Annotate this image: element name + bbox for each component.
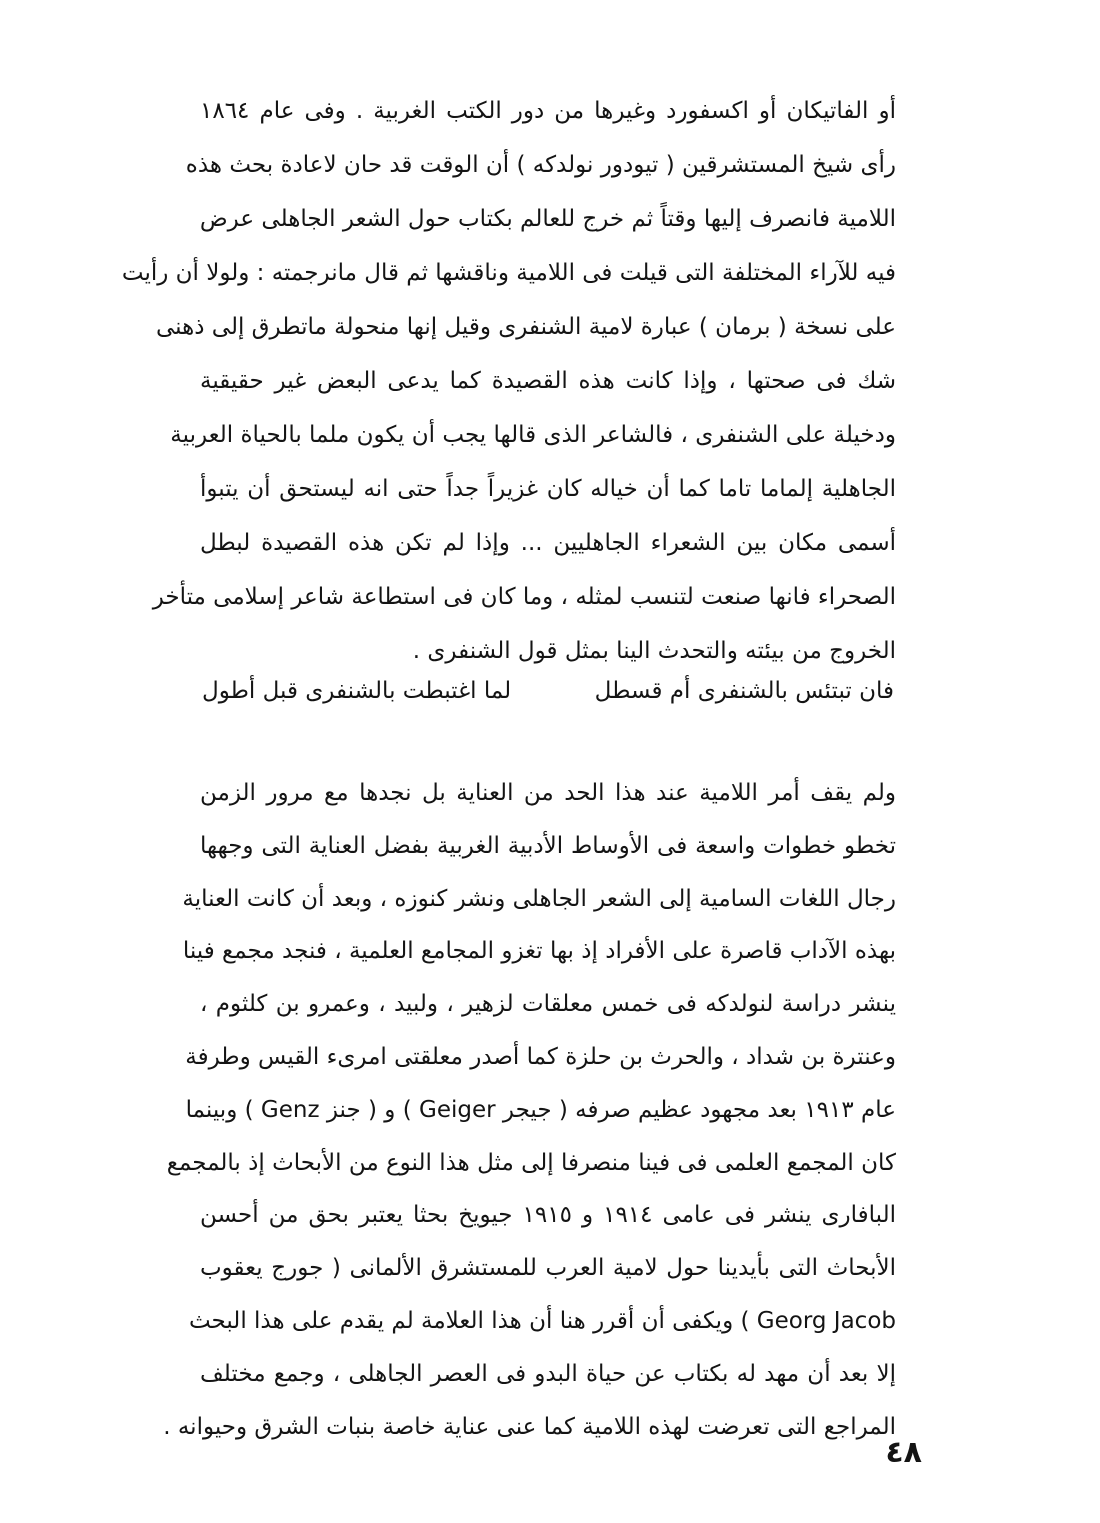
text-line: كان المجمع العلمى فى فينا منصرفا إلى مثل هذا النوع من الأبحاث إذ بالمجمع	[166, 1149, 896, 1176]
text-line: الجاهلية إلماما تاما كما أن خياله كان غزيراً جداً حتى انه ليستحق أن يتبوأ	[200, 476, 896, 502]
text-line: أسمى مكان بين الشعراء الجاهليين ... وإذا لم تكن هذه القصيدة لبطل	[200, 530, 896, 556]
text-line: فيه للآراء المختلفة التى قيلت فى اللامية وناقشها ثم قال مانرجمته : ولولا أن رأيت	[121, 260, 896, 286]
text-line: عام ١٩١٣ بعد مجهود عظيم صرفه ( جيجر Geiger ) و ( جنز Genz ) وبينما	[185, 1096, 896, 1123]
text-line: الصحراء فانها صنعت لتنسب لمثله ، وما كان فى استطاعة شاعر إسلامى متأخر	[152, 584, 896, 610]
text-line: الخروج من بيئته والتحدث الينا بمثل قول الشنفرى .	[412, 638, 896, 664]
verse-second-hemistich: لما اغتبطت بالشنفرى قبل أطول	[202, 678, 512, 704]
text-line: على نسخة ( برمان ) عبارة لامية الشنفرى وقيل إنها منحولة ماتطرق إلى ذهنى	[156, 314, 896, 340]
text-line: شك فى صحتها ، وإذا كانت هذه القصيدة كما يدعى البعض غير حقيقية	[200, 368, 896, 394]
text-line: وعنترة بن شداد ، والحرث بن حلزة كما أصدر معلقتى امرىء القيس وطرفة	[185, 1043, 896, 1070]
text-line: الأبحاث التى بأيدينا حول لامية العرب للمستشرق الألمانى ( جورج يعقوب	[200, 1255, 896, 1282]
text-line: ولم يقف أمر اللامية عند هذا الحد من العناية بل نجدها مع مرور الزمن	[200, 780, 896, 806]
text-line: المراجع التى تعرضت لهذه اللامية كما عنى عناية خاصة بنبات الشرق وحيوانه .	[163, 1413, 896, 1440]
text-line: اللامية فانصرف إليها وقتاً ثم خرج للعالم بكتاب حول الشعر الجاهلى عرض	[199, 206, 896, 232]
text-line: بهذه الآداب قاصرة على الأفراد إذ بها تغزو المجامع العلمية ، فنجد مجمع فينا	[182, 938, 896, 965]
text-line: إلا بعد أن مهد له بكتاب عن حياة البدو فى العصر الجاهلى ، وجمع مختلف	[200, 1360, 896, 1387]
text-line: رجال اللغات السامية إلى الشعر الجاهلى ونشر كنوزه ، وبعد أن كانت العناية	[182, 885, 896, 912]
paragraph-noldeke-opinion	[121, 84, 896, 678]
text-line: رأى شيخ المستشرقين ( تيودور نولدكه ) أن الوقت قد حان لاعادة بحث هذه	[185, 152, 896, 178]
text-line: البافارى ينشر فى عامى ١٩١٤ و ١٩١٥ جيويخ بحثا يعتبر بحق من أحسن	[200, 1202, 896, 1229]
paragraph-lamiya-studies	[163, 767, 896, 1453]
verse-first-hemistich: فان تبتئس بالشنفرى أم قسطل	[594, 678, 894, 704]
text-line: تخطو خطوات واسعة فى الأوساط الأدبية الغربية بفضل العناية التى وجهها	[200, 832, 896, 859]
poetry-verse	[202, 664, 894, 718]
text-line: أو الفاتيكان أو اكسفورد وغيرها من دور الكتب الغربية . وفى عام ١٨٦٤	[200, 98, 896, 124]
text-line: ينشر دراسة لنولدكه فى خمس معلقات لزهير ، ولبيد ، وعمرو بن كلثوم ،	[200, 991, 896, 1018]
page-number: ٤٨	[885, 1435, 922, 1470]
text-line: ودخيلة على الشنفرى ، فالشاعر الذى قالها يجب أن يكون ملما بالحياة العربية	[170, 422, 896, 448]
text-line: Georg Jacob ) ويكفى أن أقرر هنا أن هذا العلامة لم يقدم على هذا البحث	[188, 1307, 896, 1334]
